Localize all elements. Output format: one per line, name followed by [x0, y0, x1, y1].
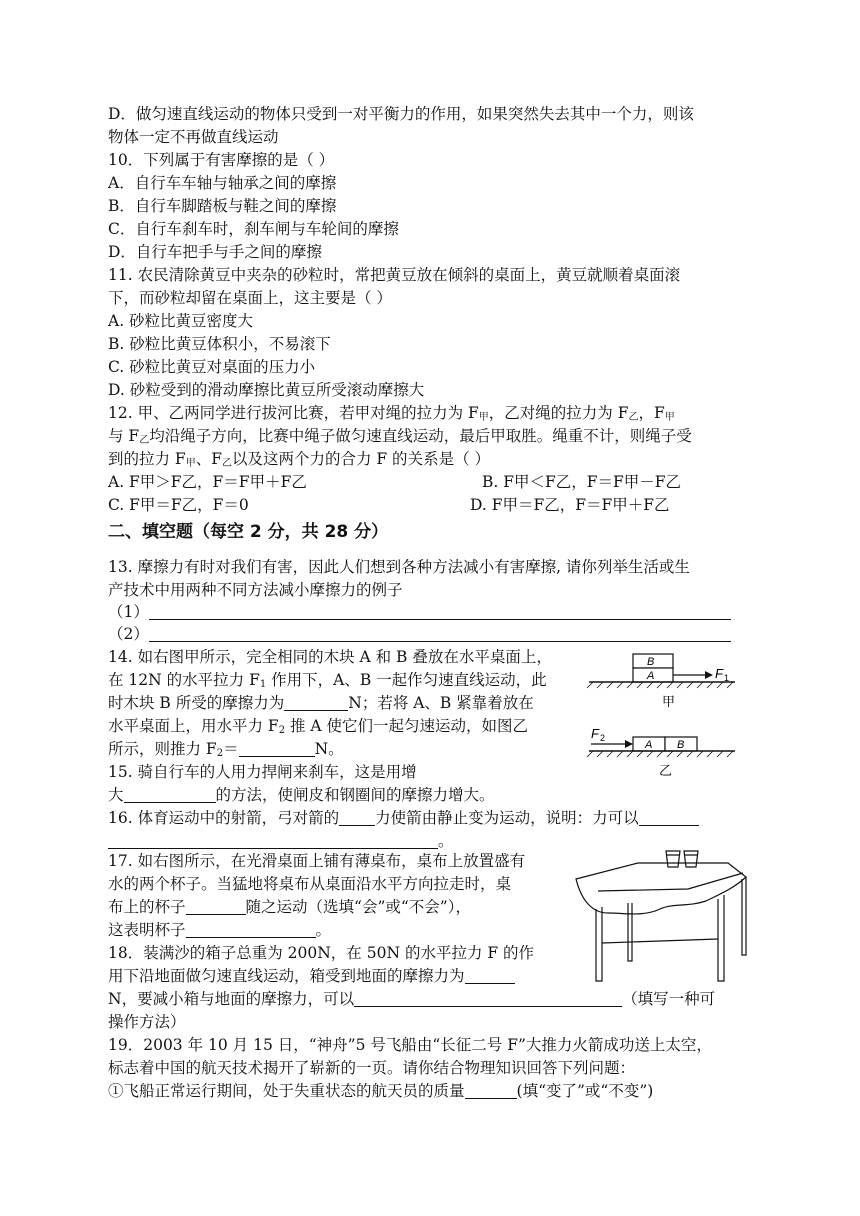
q17-line2: 水的两个杯子。当猛地将桌布从桌面沿水平方向拉走时，桌	[108, 875, 512, 893]
q18-line3: N，要减小箱与地面的摩擦力，可以 （填写一种可	[108, 990, 716, 1008]
q13-blank-1[interactable]	[149, 603, 731, 620]
q11-option-b: B. 砂粒比黄豆体积小，不易滚下	[108, 335, 331, 353]
table-leg-front-right	[718, 895, 724, 981]
q19-blank-1[interactable]	[465, 1082, 517, 1099]
ground-hatch	[587, 751, 733, 757]
q18-line4: 操作方法）	[108, 1013, 186, 1031]
q10-option-d: D．自行车把手与手之间的摩擦	[108, 243, 322, 261]
q18-line2: 用下沿地面做匀速直线运动，箱受到地面的摩擦力为	[108, 965, 515, 987]
svg-text:乙: 乙	[659, 763, 673, 778]
q16-blank-2[interactable]	[639, 809, 699, 826]
q13-stem-line2: 产技术中用两种不同方法减小摩擦力的例子	[108, 581, 403, 599]
q17-line4: 这表明杯子 。	[108, 921, 332, 939]
q16-blank-1[interactable]	[339, 809, 375, 826]
q14-blank-1[interactable]	[284, 694, 348, 711]
svg-text:A: A	[645, 739, 653, 751]
table-leg-front-left	[596, 907, 602, 981]
q15-blank[interactable]	[124, 786, 216, 803]
table-leg-back-right	[742, 877, 746, 955]
q13-blank-2[interactable]	[149, 625, 731, 642]
table-crossbar	[602, 939, 718, 943]
svg-text:F: F	[591, 726, 599, 741]
q11-option-c: C. 砂粒比黄豆对桌面的压力小	[108, 358, 316, 376]
q17-table-cloth-figure	[568, 843, 758, 993]
q12-stem-line1: 12. 甲、乙两同学进行拔河比赛，若甲对绳的拉力为 $F_甲$，乙对绳的拉力为 $F_乙$，$F_甲$	[108, 404, 675, 423]
q11-option-d: D. 砂粒受到的滑动摩擦比黄豆所受滚动摩擦大	[108, 381, 425, 399]
q19-line3: ①飞船正常运行期间，处于失重状态的航天员的质量 (填“变了”或“不变”)	[108, 1082, 654, 1100]
q17-blank-1[interactable]	[186, 898, 246, 915]
q10-option-c: C．自行车刹车时，刹车闸与车轮间的摩擦	[108, 220, 399, 238]
q12-option-b: B. F甲＜F乙，F＝F甲－F乙	[482, 473, 682, 491]
tablecloth	[576, 863, 746, 914]
q12-option-d: D. F甲＝F乙，F＝F甲＋F乙	[470, 496, 670, 514]
q19-line2: 标志着中国的航天技术揭开了崭新的一页。请你结合物理知识回答下列问题：	[108, 1059, 636, 1077]
arrowhead-icon	[705, 671, 713, 679]
q11-stem-line2: 下，而砂粒却留在桌面上，这主要是（ ）	[108, 289, 392, 307]
q18-line1: 18．装满沙的箱子总重为 200N，在 50N 的水平拉力 F 的作	[108, 944, 535, 962]
q10-option-a: A．自行车车轴与轴承之间的摩擦	[108, 174, 337, 192]
q16-line2: 。	[108, 830, 454, 852]
q14-blank-2[interactable]	[239, 740, 315, 757]
figure-yi	[587, 726, 735, 778]
q12-option-c: C. F甲＝F乙，F＝0	[108, 496, 249, 514]
q13-answer-2: （2）	[108, 623, 731, 645]
ground-hatch	[587, 682, 733, 688]
figure-jia	[587, 654, 735, 709]
svg-text:1: 1	[724, 673, 730, 683]
q14-block-figure	[585, 648, 745, 778]
q11-stem-line1: 11. 农民清除黄豆中夹杂的砂粒时，常把黄豆放在倾斜的桌面上，黄豆就顺着桌面滚	[108, 266, 681, 284]
q16-line1: 16. 体育运动中的射箭，弓对箭的 力使箭由静止变为运动，说明：力可以	[108, 807, 699, 829]
svg-text:甲: 甲	[662, 694, 676, 709]
q13-stem-line1: 13. 摩擦力有时对我们有害，因此人们想到各种方法减小有害摩擦, 请你列举生活或生	[108, 558, 690, 576]
q12-stem-line3: 到的拉力 $F_甲$、$F_乙$以及这两个力的合力 F 的关系是（ ）	[108, 450, 490, 469]
q18-blank-2[interactable]	[354, 990, 622, 1007]
arrowhead-icon	[625, 740, 633, 748]
svg-text:F: F	[715, 666, 723, 681]
q12-stem-line2: 与 $F_乙$均沿绳子方向，比赛中绳子做匀速直线运动，最后甲取胜。绳重不计，则绳子受	[108, 427, 692, 446]
q11-option-a: A. 砂粒比黄豆密度大	[108, 312, 254, 330]
q17-line3: 布上的杯子 随之运动（选填“会”或“不会”），	[108, 898, 471, 916]
svg-text:B: B	[677, 739, 685, 751]
q17-line1: 17. 如右图所示，在光滑桌面上铺有薄桌布，桌布上放置盛有	[108, 852, 526, 870]
svg-text:B: B	[647, 656, 655, 668]
q16-blank-2-cont[interactable]	[108, 832, 438, 849]
q19-line1: 19．2003 年 10 月 15 日，“神舟”5 号飞船由“长征二号 F”大推力火箭成功送上太空，	[108, 1036, 712, 1054]
section-fill-in-title: 二、填空题（每空 2 分，共 28 分）	[108, 522, 389, 542]
svg-text:A: A	[647, 670, 655, 682]
q18-blank-1[interactable]	[465, 967, 515, 984]
q9-option-d-line1: D．做匀速直线运动的物体只受到一对平衡力的作用，如果突然失去其中一个力，则该	[108, 105, 694, 123]
q14-line2: 在 12N 的水平拉力 $F_1$ 作用下，A、B 一起作匀速直线运动，此	[108, 671, 547, 690]
q10-stem: 10．下列属于有害摩擦的是（ ）	[108, 151, 335, 169]
q13-answer-1: （1）	[108, 601, 731, 623]
svg-text:2: 2	[600, 733, 606, 743]
q12-option-a: A. F甲＞F乙，F＝F甲＋F乙	[108, 473, 307, 491]
q14-line4: 水平桌面上，用水平力 $F_2$ 推 A 使它们一起匀速运动，如图乙	[108, 717, 529, 736]
q14-line3: 时木块 B 所受的摩擦力为 N；若将 A、B 紧靠着放在	[108, 694, 534, 712]
q14-line5: 所示，则推力 $F_2= N$。	[108, 740, 344, 759]
q15-line1: 15. 骑自行车的人用力捍闸来刹车，这是用增	[108, 763, 417, 781]
q17-blank-2[interactable]	[186, 921, 316, 938]
q15-line2: 大 的方法，使闸皮和钢圈间的摩擦力增大。	[108, 786, 495, 804]
q9-option-d-line2: 物体一定不再做直线运动	[108, 128, 279, 146]
q10-option-b: B．自行车脚踏板与鞋之间的摩擦	[108, 197, 337, 215]
q14-line1: 14. 如右图甲所示，完全相同的木块 A 和 B 叠放在水平桌面上，	[108, 648, 552, 666]
